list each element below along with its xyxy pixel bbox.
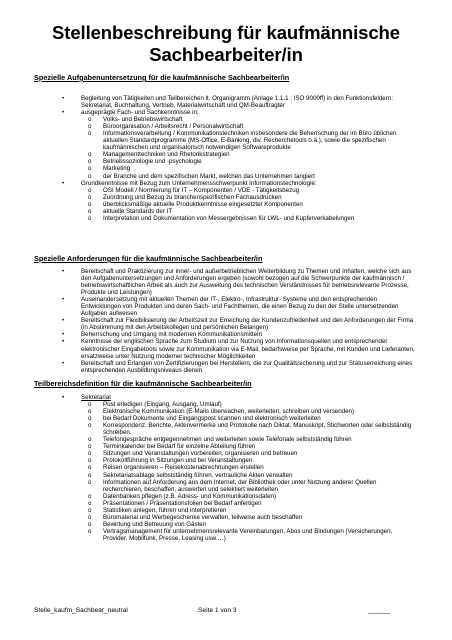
sub-list-item: o Managementtechniken und Rhetorikstrategien xyxy=(81,151,416,158)
sub-list-item: o Interpretation und Dokumentation von Messergebnissen für LWL- und Kupferverkabelungen xyxy=(81,215,416,222)
sub-list-item: o aktuelle Standards der IT xyxy=(81,208,416,215)
section-heading-teilbereiche: Teilbereichsdefinition für die kaufmännische Sachbearbeiter/in xyxy=(34,379,252,388)
sub-list-item: o Datenbanken pflegen (z.B. Adress- und Kommunikationsdaten) xyxy=(81,493,416,500)
sub-list-item: o Büromaterial und Werbegeschenke verwalten, teilweise auch beschaffen xyxy=(81,514,416,521)
sub-list-item: o Zuordnung und Bezug zu branchenspezifischen Fachausdrücken xyxy=(81,194,416,201)
sub-list xyxy=(81,401,416,542)
list-item-text: Bereitschaft zur Flexibilisierung der Arbeitszeit zur Erreichung der Kundenzufriedenheit und den Anforderungen der Firma (in Abstimmung mit den Arbeitskollegen und persönlichen Belangen) xyxy=(81,317,414,332)
list-item xyxy=(0,95,452,109)
list-item xyxy=(0,360,452,374)
list-item-text: Auseinandersetzung mit aktuellen Themen der IT-, Elektro-, Infrastruktur- Systeme und den entsprechenden Entwicklungen von Produkten und deren Sach- und Fachthemen, die einen Bezug zu den der Stelle untersetzenden Aufgaben aufweisen xyxy=(81,296,399,318)
sub-list-item: o Korrespondenz, Berichte, Aktenvermerke und Protokolle nach Diktat, Manuskript, Stichworten oder selbstständig schreiben. xyxy=(81,422,416,436)
list-item xyxy=(0,338,452,359)
list-teilbereiche xyxy=(0,394,452,542)
sub-list-item: o Protokollführung in Sitzungen und bei Veranstaltungen xyxy=(81,457,416,464)
list-item xyxy=(0,180,452,222)
sub-list-item: o Informationsverarbeitung / Kommunikationstechniken insbesondere die Beherrschung der im Büro üblichen aktuellen Standardprogramme (MS-Office, E-Banking, div. Recherchetools o.ä.), sowie die spezifischen kaufmännischen und organisatorisch notwendigen Softwareprodukte xyxy=(81,130,416,151)
sub-list xyxy=(81,187,416,222)
list-item-text: Sekretariat xyxy=(81,394,111,401)
sub-list-item: o Büroorganisation / Arbeitsrecht / Personalwirtschaft xyxy=(81,123,416,130)
sub-list-item: o Terminkalender bei Bedarf für einzelne Abteilung führen xyxy=(81,443,416,450)
sub-list-item: o OSI Modell / Normierung für IT – Komponenten / VDE - Tätigkeitsbezug xyxy=(81,187,416,194)
list-anforderungen xyxy=(0,268,452,374)
list-item-text: Beherrschung und Umgang mit modernen Kommunikationsmitteln xyxy=(81,331,262,339)
sub-list xyxy=(81,116,416,179)
sub-list-item: o Telefongespräche entgegennehmen und weiterleiten sowie Telefonate selbstständig führen xyxy=(81,436,416,443)
sub-list-item: o der Branche und dem spezifischen Markt, welchen das Unternehmen tangiert xyxy=(81,173,416,180)
sub-list-item: o überblicksmäßige aktuelle Produktkenntnisse eingesetzter Komponenten xyxy=(81,201,416,208)
document-title: Stellenbeschreibung für kaufmännische Sachbearbeiter/in xyxy=(52,22,400,65)
list-item-text: Bereitschaft und Erlangen von Zertifizierungen bei Herstellern, die zur Qualitätssicherung und zur Statuserreichung eines entsprechenden Ausbildungsniveaus dienen xyxy=(81,359,413,374)
sub-list-item: o Sekretariatsablage selbstständig führen, vertrauliche Akten verwalten xyxy=(81,472,416,479)
list-item xyxy=(0,317,452,331)
footer-page-number: Seite 1 von 3 xyxy=(198,607,237,614)
section-heading-anforderungen: Spezielle Anforderungen für die kaufmännische Sachbearbeiter/in xyxy=(34,254,263,263)
list-item-text: Grundkenntnisse mit Bezug zum Unternehmensschwerpunkt Informationstechnologie: xyxy=(81,179,317,187)
list-item-text: Bereitschaft und Praktizierung zur inner- und außerbetrieblichen Weiterbildung zu Themen und Inhalten, welche sich aus den Aufgabenuntersetzungen und Anforderungen ergeben (sowohl bezogen auf die Schwerpunkte der kaufmännisch / betriebswirtschaftlichen Arbeit als auch zur Ausweitung des technischen Verständnisses für betriebsrelevante Prozesse, Produkte und Leistungen) xyxy=(81,268,412,297)
list-aufgaben xyxy=(0,95,452,222)
list-item xyxy=(0,296,452,317)
sub-list-item: o Sitzungen und Veranstaltungen vorbereiten, organisieren und betreuen xyxy=(81,450,416,457)
sub-list-item: o Informationen auf Anforderung aus dem Internet, der Bibliothek oder unter Nutzung anderer Quellen recherchieren, beschaffen, auswerten und selektiert weiterleiten xyxy=(81,479,416,493)
list-item xyxy=(0,109,452,179)
sub-list-item: o Elektronische Kommunikation (E-Mails überwachen, weiterleiten, schreiben und versenden) xyxy=(81,408,416,415)
sub-list-item: o bei Bedarf Dokumente und Eingangspost scannen und elektronisch weiterleiten xyxy=(81,415,416,422)
footer-signature-line: ______ xyxy=(368,607,391,614)
section-heading-aufgaben: Spezielle Aufgabenuntersetzung für die kaufmännische Sachbearbeiter/in xyxy=(34,73,290,82)
sub-list-item: o Statistiken anlegen, führen und interpretieren xyxy=(81,507,416,514)
sub-list-item: o Reisen organisieren – Reisekostenabrechnungen erstellen xyxy=(81,464,416,471)
sub-list-item: o Volks- und Betriebswirtschaft xyxy=(81,116,416,123)
sub-list-item: o Marketing xyxy=(81,165,416,172)
list-item-text: Kenntnisse der englischen Sprache zum Studium und zur Nutzung von Informationsquellen und entsprechender elektronischer Eingabetools sowie zur Kommunikation via E-Mail, bedarfsweise per Sprache, mit Kunden und Lieferanten, ersatzweise unter Nutzung moderner technischer Möglichkeiten xyxy=(81,338,415,360)
sub-list-item: o Betriebssoziologie und -psychologie xyxy=(81,158,416,165)
sub-list-item: o Post erledigen (Eingang, Ausgang, Umlauf) xyxy=(81,401,416,408)
list-item xyxy=(0,268,452,296)
sub-list-item: o Präsentationen / Präsentationsfolien bei Bedarf anfertigen xyxy=(81,500,416,507)
list-item-text: Begleitung von Tätigkeiten und Teilbereichen lt. Organigramm (Anlage 1.1.1 ; ISO 9000ff) in den Funktionsfeldern: Sekretariat, Buchhaltung, Vertrieb, Materialwirtschaft und QM-Beauftragter xyxy=(81,95,393,110)
footer-filename: Stelle_kaufm_Sachbear_neutral xyxy=(34,607,128,614)
sub-list-item: o Vertragsmanagement für unternehmensrelevante Vereinbarungen, Abos und Bindungen (Versicherungen, Provider, Mobilfunk, Presse, Leasing usw.…) xyxy=(81,528,416,542)
list-item xyxy=(0,394,452,542)
sub-list-item: o Bewirtung und Betreuung von Gästen xyxy=(81,521,416,528)
list-item-text: ausgeprägte Fach- und Sachkenntnisse in: xyxy=(81,109,199,117)
list-item xyxy=(0,331,452,338)
